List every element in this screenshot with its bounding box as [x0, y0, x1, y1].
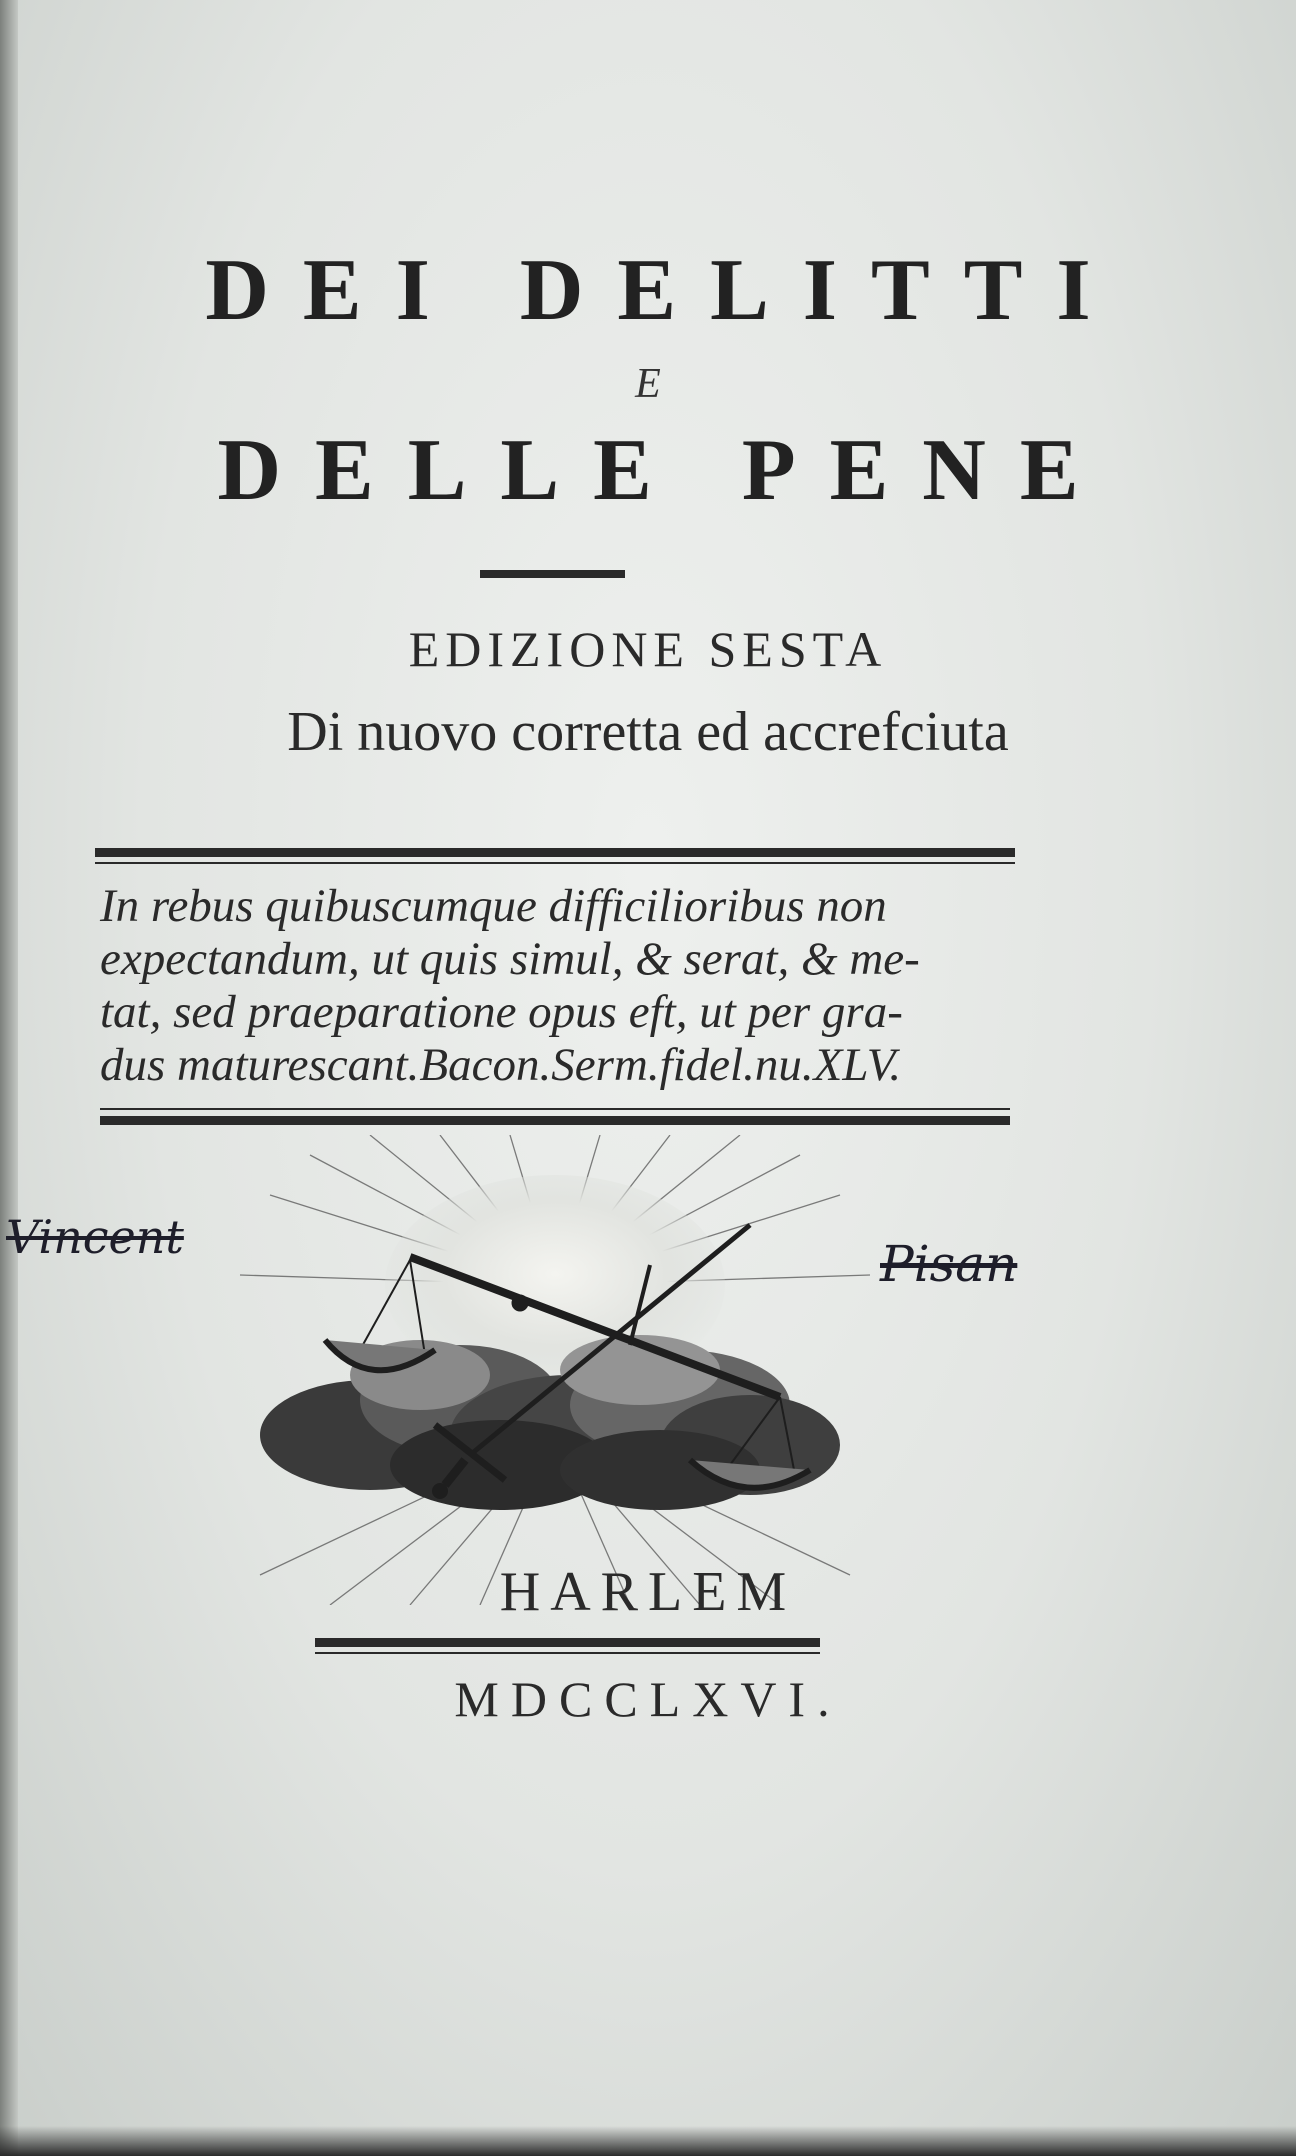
epigraph-line-3: tat, sed praeparatione opus eft, ut per gra-	[100, 986, 903, 1038]
motto-top-rule-thick	[95, 848, 1015, 857]
edition-label: EDIZIONE SESTA	[408, 621, 888, 677]
imprint-rule-thick	[315, 1638, 820, 1647]
edition-subtitle: Di nuovo corretta ed accrefciuta	[287, 701, 1009, 763]
page-bottom-edge	[0, 2126, 1296, 2156]
epigraph-line-2: expectandum, ut quis simul, & serat, & me-	[100, 933, 920, 985]
title-rule	[480, 570, 625, 578]
title-line-1: DEI DELITTI	[205, 242, 1125, 339]
motto-bottom-rule-thin	[100, 1108, 1010, 1110]
motto-bottom-rule-thick	[100, 1116, 1010, 1125]
owner-signature-right: Pisan	[880, 1235, 1018, 1293]
epigraph-line-4: dus maturescant.Bacon.Serm.fidel.nu.XLV.	[100, 1039, 902, 1091]
motto-top-rule-thin	[95, 862, 1015, 864]
title-line-2: DELLE PENE	[217, 422, 1113, 519]
epigraph	[100, 880, 1020, 1092]
epigraph-line-1: In rebus quibuscumque difficilioribus non	[100, 880, 887, 932]
imprint-place: HARLEM	[499, 1561, 797, 1623]
imprint-rule-thin	[315, 1652, 820, 1654]
imprint-year: MDCCLXVI.	[454, 1671, 842, 1727]
scales-sword-vignette	[210, 1135, 900, 1605]
title-conjunction: E	[635, 361, 661, 407]
owner-signature-left: Vincent	[6, 1210, 184, 1264]
